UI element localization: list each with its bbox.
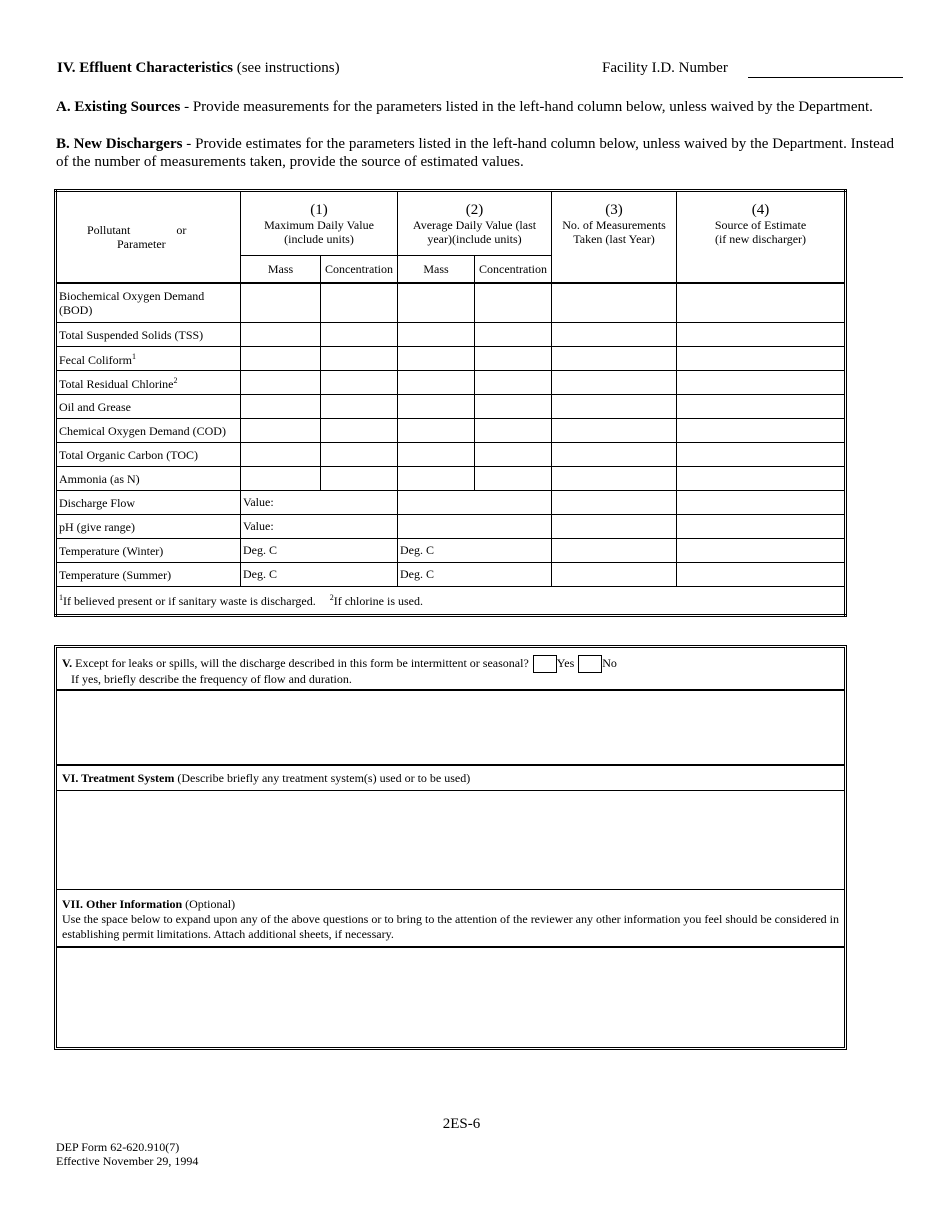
measurements-header: (3) No. of Measurements Taken (last Year) [552,191,677,284]
cell-input[interactable] [398,395,475,419]
row-label: Discharge Flow [56,491,241,515]
table-row [56,563,846,587]
cell-input[interactable] [398,371,475,395]
cell-input[interactable] [677,395,846,419]
section-title: IV. Effluent Characteristics (see instructions) [57,60,340,76]
cell-input[interactable] [677,347,846,371]
table-row [56,515,846,539]
cell-input[interactable] [552,539,677,563]
table-row [56,395,846,419]
cell-input[interactable] [475,467,552,491]
section-v-question: V. Except for leaks or spills, will the discharge described in this form be intermittent or seasonal? Yes No [62,655,844,673]
max-mass-header: Mass [241,256,321,284]
cell-input[interactable] [475,323,552,347]
facility-id-label: Facility I.D. Number [602,60,728,76]
yes-checkbox[interactable] [533,655,557,673]
cell-input[interactable] [321,323,398,347]
cell-input[interactable] [677,323,846,347]
cell-input[interactable] [398,323,475,347]
row-label: Biochemical Oxygen Demand (BOD) [56,283,241,323]
avg-daily-header: (2) Average Daily Value (last year)(include units) [398,191,552,256]
table-row [56,323,846,347]
cell-input[interactable] [677,563,846,587]
row-label: pH (give range) [56,515,241,539]
cell-input[interactable] [677,467,846,491]
cell-input[interactable] [552,395,677,419]
cell-input[interactable] [321,283,398,323]
deg-cell[interactable]: Deg. C [241,539,398,563]
cell-input[interactable] [475,419,552,443]
cell-input[interactable] [552,515,677,539]
table-row [56,467,846,491]
deg-cell[interactable]: Deg. C [241,563,398,587]
pollutant-header: Pollutant or Parameter [56,191,241,284]
cell-input[interactable] [241,347,321,371]
cell-input[interactable] [552,563,677,587]
cell-input[interactable] [475,395,552,419]
cell-input[interactable] [321,371,398,395]
avg-conc-header: Concentration [475,256,552,284]
cell-input[interactable] [241,443,321,467]
cell-input[interactable] [321,419,398,443]
page-number: 2ES-6 [442,1116,481,1132]
cell-input[interactable] [321,395,398,419]
row-label: Chemical Oxygen Demand (COD) [56,419,241,443]
cell-input[interactable] [552,467,677,491]
row-label: Ammonia (as N) [56,467,241,491]
cell-input[interactable] [475,443,552,467]
cell-input[interactable] [475,371,552,395]
table-row [56,347,846,371]
cell-input[interactable] [677,419,846,443]
source-estimate-header: (4) Source of Estimate (if new discharger) [677,191,846,284]
table-row [56,443,846,467]
section-vi-answer-area[interactable] [57,791,844,889]
table-row [56,491,846,515]
table-row [56,539,846,563]
form-info: DEP Form 62-620.910(7) Effective November 29, 1994 [56,1140,199,1168]
facility-id-field[interactable] [748,77,903,78]
deg-cell[interactable]: Deg. C [398,563,552,587]
section-vi-title: VI. Treatment System (Describe briefly any treatment system(s) used or to be used) [62,771,471,785]
row-label: Total Residual Chlorine$^2$ [56,371,241,395]
no-checkbox[interactable] [578,655,602,673]
row-label: Oil and Grease [56,395,241,419]
cell-input[interactable] [677,443,846,467]
cell-input[interactable] [552,283,677,323]
cell-input[interactable] [677,491,846,515]
new-dischargers-paragraph: B. New Dischargers - Provide estimates for the parameters listed in the left-hand column below, unless waived by the Department. Instead of the number of measurements taken, provide the source of estimated values. [56,136,894,170]
cell-input[interactable] [398,283,475,323]
cell-input[interactable] [321,443,398,467]
section-vii-answer-area[interactable] [57,948,844,1044]
effluent-table [54,189,847,617]
row-label: Temperature (Winter) [56,539,241,563]
cell-input[interactable] [552,419,677,443]
row-label: Temperature (Summer) [56,563,241,587]
cell-input[interactable] [241,419,321,443]
value-cell[interactable]: Value: [241,515,398,539]
cell-input[interactable] [677,539,846,563]
max-daily-header: (1) Maximum Daily Value (include units) [241,191,398,256]
cell-input[interactable] [552,347,677,371]
cell-input[interactable] [241,371,321,395]
section-v-subtext: If yes, briefly describe the frequency of flow and duration. [71,672,352,686]
row-label: Total Suspended Solids (TSS) [56,323,241,347]
cell-input[interactable] [321,347,398,371]
cell-input[interactable] [475,283,552,323]
cell-input[interactable] [552,443,677,467]
table-footnote: $^1$If believed present or if sanitary waste is discharged. $^2$If chlorine is used. [56,587,846,616]
cell-input[interactable] [552,323,677,347]
cell-input[interactable] [475,347,552,371]
cell-input[interactable] [398,491,552,515]
cell-input[interactable] [398,515,552,539]
existing-sources-paragraph: A. Existing Sources - Provide measurements for the parameters listed in the left-hand column below, unless waived by the Department. [56,99,873,115]
row-label: Total Organic Carbon (TOC) [56,443,241,467]
table-row [56,371,846,395]
cell-input[interactable] [398,419,475,443]
cell-input[interactable] [552,371,677,395]
cell-input[interactable] [321,467,398,491]
section-vii-text: VII. Other Information (Optional) Use the space below to expand upon any of the above questions or to bring to the attention of the reviewer any other information you feel should be considered in establishing permit limitations. Attach additional sheets, if necessary. [62,897,839,941]
value-cell[interactable]: Value: [241,491,398,515]
cell-input[interactable] [241,467,321,491]
row-label: Fecal Coliform$^1$ [56,347,241,371]
cell-input[interactable] [241,323,321,347]
table-row [56,419,846,443]
cell-input[interactable] [677,515,846,539]
cell-input[interactable] [241,283,321,323]
cell-input[interactable] [398,467,475,491]
cell-input[interactable] [552,491,677,515]
section-v-answer-area[interactable] [57,691,844,764]
sections-box [54,645,847,1050]
deg-cell[interactable]: Deg. C [398,539,552,563]
avg-mass-header: Mass [398,256,475,284]
max-conc-header: Concentration [321,256,398,284]
table-row [56,283,846,323]
cell-input[interactable] [241,395,321,419]
cell-input[interactable] [398,347,475,371]
cell-input[interactable] [398,443,475,467]
cell-input[interactable] [677,371,846,395]
cell-input[interactable] [677,283,846,323]
